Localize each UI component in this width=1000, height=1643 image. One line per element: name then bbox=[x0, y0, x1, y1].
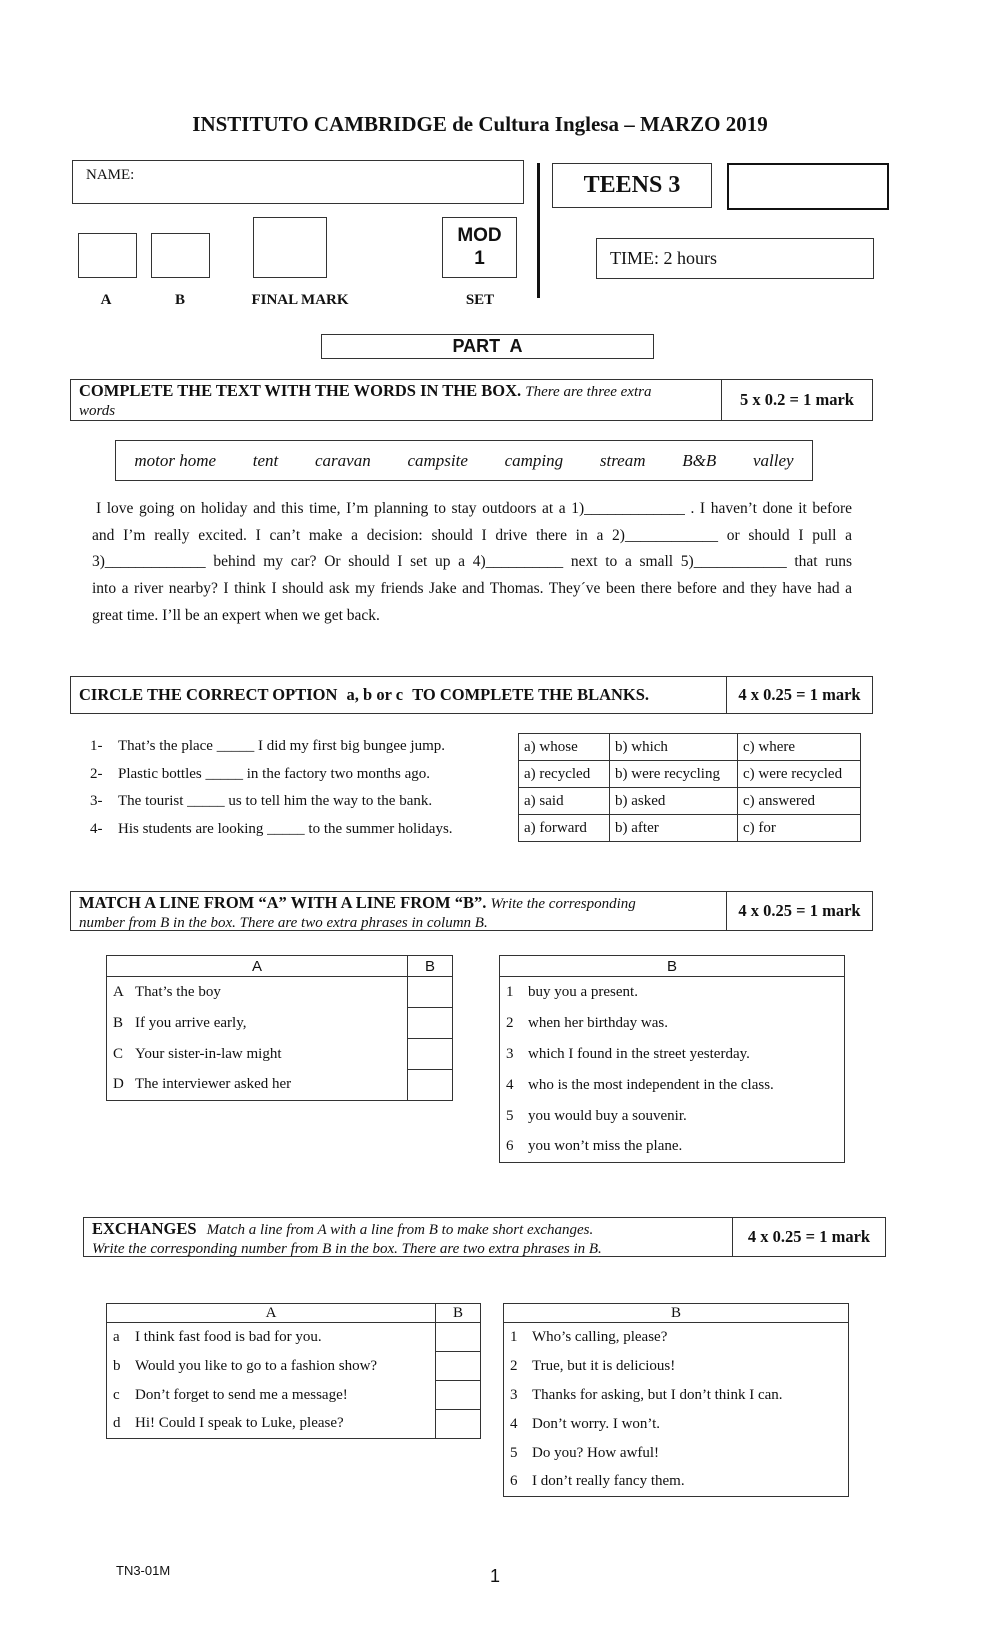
exchange-table-b bbox=[503, 1303, 849, 1497]
question-row bbox=[90, 788, 510, 816]
label-final-mark: FINAL MARK bbox=[251, 292, 349, 308]
word-box bbox=[115, 440, 813, 481]
item-text: who is the most independent in the class. bbox=[528, 1076, 774, 1093]
section4-note-2: Write the corresponding number from B in the box. There are two extra phrases in B. bbox=[92, 1241, 602, 1257]
item-number: 6 bbox=[506, 1138, 514, 1155]
item-text: Your sister-in-law might bbox=[135, 1045, 282, 1062]
item-number: 2 bbox=[510, 1357, 518, 1374]
section4-mark: 4 x 0.25 = 1 mark bbox=[732, 1218, 885, 1256]
exchange-row bbox=[107, 1352, 481, 1381]
match-row bbox=[107, 1039, 453, 1070]
label-set: SET bbox=[465, 292, 495, 308]
match-table-a bbox=[106, 955, 453, 1101]
final-mark-box[interactable] bbox=[253, 217, 327, 278]
list-item bbox=[504, 1323, 849, 1352]
item-text: Would you like to go to a fashion show? bbox=[135, 1357, 378, 1374]
section3-heading bbox=[70, 891, 873, 931]
label-b: B bbox=[174, 292, 185, 308]
time-text: TIME: 2 hours bbox=[610, 248, 717, 268]
question-text: Plastic bottles _____ in the factory two months ago. bbox=[118, 765, 431, 782]
list-item bbox=[504, 1381, 849, 1410]
item-text: buy you a present. bbox=[528, 983, 638, 1000]
options-row bbox=[519, 815, 861, 842]
answer-box[interactable] bbox=[436, 1410, 481, 1439]
cloze-text bbox=[92, 496, 852, 630]
item-text: when her birthday was. bbox=[528, 1014, 668, 1031]
mod-number: 1 bbox=[474, 248, 485, 269]
list-item bbox=[504, 1352, 849, 1381]
item-letter: c bbox=[113, 1386, 120, 1403]
question-number: 1- bbox=[90, 738, 103, 754]
question-row bbox=[90, 761, 510, 789]
page-number: 1 bbox=[489, 1566, 500, 1586]
word-option: caravan bbox=[315, 450, 371, 470]
section2-heading bbox=[70, 676, 873, 714]
section4-heading bbox=[83, 1217, 886, 1257]
list-item bbox=[504, 1468, 849, 1497]
column-b-header: B bbox=[504, 1304, 849, 1323]
name-field[interactable] bbox=[72, 160, 524, 204]
item-letter: C bbox=[113, 1045, 124, 1062]
time-box bbox=[596, 238, 874, 279]
name-label: NAME: bbox=[86, 167, 135, 183]
question-row bbox=[90, 816, 510, 844]
option-a[interactable]: a) recycled bbox=[519, 761, 610, 788]
question-text: His students are looking _____ to the summer holidays. bbox=[118, 820, 453, 837]
list-item bbox=[500, 1101, 845, 1132]
option-c[interactable]: c) for bbox=[738, 815, 861, 842]
word-option: campsite bbox=[407, 450, 468, 470]
section3-instruction: MATCH A LINE FROM “A” WITH A LINE FROM “B”. bbox=[79, 893, 487, 912]
level-mark-box[interactable] bbox=[727, 163, 889, 210]
item-text: Don’t worry. I won’t. bbox=[532, 1415, 661, 1432]
list-item bbox=[504, 1439, 849, 1468]
option-b[interactable]: b) were recycling bbox=[610, 761, 738, 788]
list-item bbox=[500, 1132, 845, 1163]
exchange-row bbox=[107, 1381, 481, 1410]
section2-instruction-2: TO COMPLETE THE BLANKS. bbox=[412, 685, 650, 704]
answer-box[interactable] bbox=[408, 1039, 453, 1070]
item-text: If you arrive early, bbox=[135, 1014, 247, 1031]
item-text: The interviewer asked her bbox=[135, 1076, 292, 1093]
item-letter: a bbox=[113, 1328, 120, 1345]
section2-option-letters: a, b or c bbox=[346, 685, 404, 704]
part-title bbox=[321, 334, 654, 359]
cloze-line: I love going on holiday and this time, I’m planning to stay outdoors at a 1)_____________ . I haven’t done it before bbox=[96, 500, 852, 517]
match-row bbox=[107, 1008, 453, 1039]
section3-note-2: number from B in the box. There are two extra phrases in column B. bbox=[79, 915, 488, 931]
level-box bbox=[552, 163, 712, 208]
mod-box bbox=[442, 217, 517, 278]
item-text: Don’t forget to send me a message! bbox=[135, 1386, 348, 1403]
option-a[interactable]: a) forward bbox=[519, 815, 610, 842]
section3-note: Write the corresponding bbox=[490, 896, 636, 912]
item-text: That’s the boy bbox=[135, 983, 221, 1000]
option-a[interactable]: a) whose bbox=[519, 734, 610, 761]
question-text: That’s the place _____ I did my first big bungee jump. bbox=[118, 738, 446, 754]
item-number: 1 bbox=[510, 1328, 518, 1345]
word-option: stream bbox=[599, 450, 646, 470]
item-text: I don’t really fancy them. bbox=[532, 1473, 685, 1490]
item-number: 3 bbox=[506, 1045, 514, 1062]
cloze-line: into a river nearby? I think I should ask my friends Jake and Thomas. They´ve been there before and they have had a bbox=[92, 580, 852, 598]
option-c[interactable]: c) answered bbox=[738, 788, 861, 815]
item-text: Do you? How awful! bbox=[532, 1444, 660, 1461]
item-text: you won’t miss the plane. bbox=[528, 1138, 683, 1155]
question-list bbox=[90, 733, 510, 843]
label-a: A bbox=[100, 292, 112, 308]
question-row bbox=[90, 733, 510, 761]
options-row bbox=[519, 761, 861, 788]
section4-instruction: EXCHANGES bbox=[92, 1219, 197, 1238]
score-box-b[interactable] bbox=[151, 233, 210, 278]
section1-mark: 5 x 0.2 = 1 mark bbox=[721, 380, 872, 420]
score-box-a[interactable] bbox=[78, 233, 137, 278]
section3-mark: 4 x 0.25 = 1 mark bbox=[726, 892, 872, 930]
cloze-line: and I’m really excited. I can’t make a decision: should I drive there in a 2)____________ or should I pull a bbox=[92, 526, 852, 544]
answer-box[interactable] bbox=[436, 1323, 481, 1352]
word-option: valley bbox=[752, 450, 794, 470]
option-b[interactable]: b) after bbox=[610, 815, 738, 842]
exchange-table-a bbox=[106, 1303, 481, 1439]
list-item bbox=[500, 1070, 845, 1101]
match-row bbox=[107, 977, 453, 1008]
header-divider bbox=[537, 163, 540, 298]
item-number: 5 bbox=[506, 1107, 514, 1124]
mod-label: MOD bbox=[457, 225, 502, 246]
column-b-header: B bbox=[408, 956, 453, 977]
page-title: INSTITUTO CAMBRIDGE de Cultura Inglesa – MARZO 2019 bbox=[192, 112, 768, 136]
item-text: Hi! Could I speak to Luke, please? bbox=[135, 1415, 344, 1432]
item-number: 2 bbox=[506, 1014, 514, 1031]
column-a-header: A bbox=[107, 956, 408, 977]
item-number: 4 bbox=[506, 1076, 514, 1093]
list-item bbox=[500, 1008, 845, 1039]
answer-box[interactable] bbox=[436, 1352, 481, 1381]
item-number: 6 bbox=[510, 1473, 518, 1490]
list-item bbox=[504, 1410, 849, 1439]
item-letter: b bbox=[113, 1357, 121, 1374]
options-row bbox=[519, 734, 861, 761]
option-a[interactable]: a) said bbox=[519, 788, 610, 815]
list-item bbox=[500, 977, 845, 1008]
answer-box[interactable] bbox=[436, 1381, 481, 1410]
item-letter: A bbox=[113, 983, 124, 1000]
answer-box[interactable] bbox=[408, 1008, 453, 1039]
section4-note: Match a line from A with a line from B to make short exchanges. bbox=[206, 1222, 594, 1238]
column-b-header: B bbox=[500, 956, 845, 977]
word-option: motor home bbox=[134, 450, 217, 470]
exchange-row bbox=[107, 1410, 481, 1439]
question-text: The tourist _____ us to tell him the way to the bank. bbox=[118, 793, 433, 809]
options-row bbox=[519, 788, 861, 815]
question-number: 2- bbox=[90, 765, 103, 782]
word-option: tent bbox=[252, 450, 279, 470]
item-text: True, but it is delicious! bbox=[532, 1357, 676, 1374]
list-item bbox=[500, 1039, 845, 1070]
option-b[interactable]: b) asked bbox=[610, 788, 738, 815]
item-text: I think fast food is bad for you. bbox=[135, 1328, 322, 1345]
section1-instruction: COMPLETE THE TEXT WITH THE WORDS IN THE BOX. bbox=[79, 381, 522, 400]
item-text: you would buy a souvenir. bbox=[528, 1107, 687, 1124]
question-number: 3- bbox=[90, 793, 103, 809]
item-number: 5 bbox=[510, 1444, 518, 1461]
item-text: Thanks for asking, but I don’t think I can. bbox=[532, 1386, 783, 1403]
item-letter: D bbox=[113, 1076, 124, 1093]
cloze-line: great time. I’ll be an expert when we get back. bbox=[92, 606, 380, 624]
section1-note: There are three extra bbox=[525, 384, 652, 400]
item-letter: d bbox=[113, 1415, 121, 1432]
item-number: 1 bbox=[506, 983, 514, 1000]
level-text: TEENS 3 bbox=[583, 172, 681, 198]
item-text: which I found in the street yesterday. bbox=[528, 1045, 750, 1062]
column-b-header: B bbox=[436, 1304, 481, 1323]
option-b[interactable]: b) which bbox=[610, 734, 738, 761]
options-table bbox=[518, 733, 861, 842]
column-a-header: A bbox=[107, 1304, 436, 1323]
part-title-text: PART A bbox=[452, 336, 523, 356]
cloze-line: 3)_____________ behind my car? Or should I set up a 4)__________ next to a small 5)____________ that runs bbox=[92, 553, 852, 571]
section1-heading bbox=[70, 379, 873, 421]
item-number: 4 bbox=[510, 1415, 518, 1432]
item-letter: B bbox=[113, 1014, 124, 1031]
section2-mark: 4 x 0.25 = 1 mark bbox=[726, 677, 872, 713]
answer-box[interactable] bbox=[408, 977, 453, 1008]
footer-code: TN3-01M bbox=[116, 1563, 171, 1578]
word-option: camping bbox=[504, 450, 564, 470]
option-c[interactable]: c) where bbox=[738, 734, 861, 761]
answer-box[interactable] bbox=[408, 1070, 453, 1101]
section2-instruction: CIRCLE THE CORRECT OPTION bbox=[79, 685, 338, 704]
option-c[interactable]: c) were recycled bbox=[738, 761, 861, 788]
section1-note-2: words bbox=[79, 403, 116, 419]
word-option: B&B bbox=[682, 450, 717, 470]
match-table-b bbox=[499, 955, 845, 1163]
item-number: 3 bbox=[510, 1386, 518, 1403]
question-number: 4- bbox=[90, 820, 103, 837]
exchange-row bbox=[107, 1323, 481, 1352]
item-text: Who’s calling, please? bbox=[532, 1328, 668, 1345]
match-row bbox=[107, 1070, 453, 1101]
